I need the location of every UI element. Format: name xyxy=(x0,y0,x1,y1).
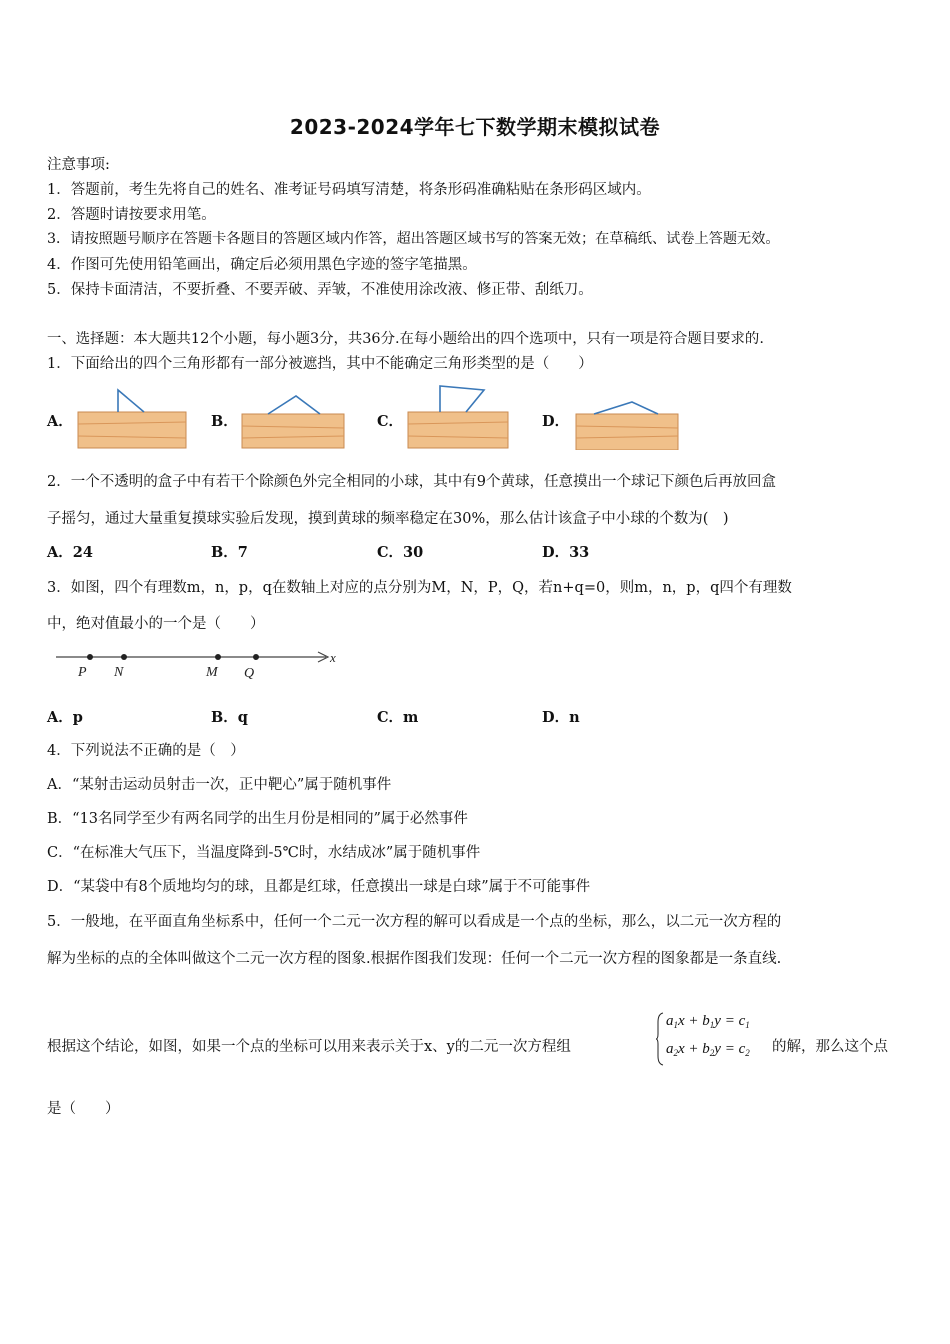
q5-line1: 5．一般地，在平面直角坐标系中，任何一个二元一次方程的解可以看成是一个点的坐标，那么，以二元一次方程的 xyxy=(47,914,782,930)
triangle-visible-part xyxy=(594,402,658,414)
q3-option-b: B．q xyxy=(211,709,248,726)
q2-option-a: A．24 xyxy=(47,544,93,561)
eq1-y: y = xyxy=(714,1013,739,1029)
triangle-visible-part xyxy=(118,390,144,412)
notes-heading: 注意事项: xyxy=(47,157,110,173)
notes-item-5: 5．保持卡面清洁，不要折叠、不要弄破、弄皱，不准使用涂改液、修正带、刮纸刀。 xyxy=(47,282,593,298)
q3-option-d: D．n xyxy=(542,709,580,726)
q2-option-c: C．30 xyxy=(377,544,424,561)
q1-option-b-image xyxy=(240,386,346,450)
eq1-c-sub: 1 xyxy=(745,1020,750,1030)
point-p xyxy=(87,654,93,660)
point-q xyxy=(253,654,259,660)
eq1-b-sub: 1 xyxy=(709,1020,715,1030)
q1-option-c-label: C． xyxy=(377,413,404,430)
q1-text: 1．下面给出的四个三角形都有一部分被遮挡，其中不能确定三角形类型的是（ ） xyxy=(47,356,593,372)
wood-block xyxy=(78,412,186,448)
eq1-x: x + xyxy=(678,1013,703,1029)
label-x: x xyxy=(330,650,336,665)
notes-item-1: 1．答题前，考生先将自己的姓名、准考证号码填写清楚，将条形码准确粘贴在条形码区域内。 xyxy=(47,182,651,198)
q5-line3-after: 的解，那么这个点 xyxy=(772,1039,888,1055)
notes-item-4: 4．作图可先使用铅笔画出，确定后必须用黑色字迹的签字笔描黑。 xyxy=(47,257,477,273)
eq2-y: y = xyxy=(714,1041,739,1057)
equation-2 xyxy=(666,1041,750,1058)
label-n: N xyxy=(114,665,124,680)
triangle-visible-part xyxy=(440,386,484,412)
eq1-c: c xyxy=(738,1013,746,1029)
page-title: 2023-2024学年七下数学期末模拟试卷 xyxy=(289,115,661,139)
q1-option-d-image xyxy=(574,390,680,450)
wood-block xyxy=(242,414,344,448)
q2-option-b: B．7 xyxy=(211,544,248,561)
q5-line4: 是（ ） xyxy=(47,1101,120,1117)
q1-option-c-image xyxy=(404,382,510,450)
eq2-c-sub: 2 xyxy=(745,1048,750,1058)
eq1-a-sub: 1 xyxy=(673,1020,678,1030)
q2-option-d: D．33 xyxy=(542,544,590,561)
eq2-x: x + xyxy=(678,1041,703,1057)
label-p: P xyxy=(78,665,87,680)
eq1-b: b xyxy=(702,1013,710,1029)
q3-line2: 中，绝对值最小的一个是（ ） xyxy=(47,616,265,632)
q5-equation-system xyxy=(656,1012,768,1068)
q2-line2: 子摇匀，通过大量重复摸球实验后发现，摸到黄球的频率稳定在30%，那么估计该盒子中小球的个数为( ) xyxy=(47,511,729,527)
q3-number-line xyxy=(54,646,344,680)
wood-block xyxy=(576,414,678,450)
label-m: M xyxy=(206,665,218,680)
eq2-a-sub: 2 xyxy=(673,1048,678,1058)
q4-option-d: D．“某袋中有8个质地均匀的球，且都是红球，任意摸出一球是白球”属于不可能事件 xyxy=(47,879,591,895)
section-heading: 一、选择题：本大题共12个小题，每小题3分，共36分.在每小题给出的四个选项中，只有一项是符合题目要求的. xyxy=(47,331,764,347)
eq2-b: b xyxy=(702,1041,710,1057)
equation-1 xyxy=(666,1013,750,1030)
eq2-a: a xyxy=(666,1041,674,1057)
q4-option-b: B．“13名同学至少有两名同学的出生月份是相同的”属于必然事件 xyxy=(47,811,468,827)
wood-block xyxy=(408,412,508,448)
q3-option-c: C．m xyxy=(377,709,419,726)
q5-line2: 解为坐标的点的全体叫做这个二元一次方程的图象.根据作图我们发现：任何一个二元一次方程的图象都是一条直线. xyxy=(47,951,782,967)
eq1-a: a xyxy=(666,1013,674,1029)
q1-option-a-label: A． xyxy=(47,413,73,430)
label-q: Q xyxy=(244,666,255,680)
left-brace xyxy=(656,1012,664,1066)
q4-option-c: C．“在标准大气压下，当温度降到-5℃时，水结成冰”属于随机事件 xyxy=(47,845,481,861)
q2-line1: 2．一个不透明的盒子中有若干个除颜色外完全相同的小球，其中有9个黄球，任意摸出一个球记下颜色后再放回盒 xyxy=(47,474,776,490)
eq2-c: c xyxy=(738,1041,746,1057)
notes-item-3: 3．请按照题号顺序在答题卡各题目的答题区域内作答，超出答题区域书写的答案无效；在草稿纸、试卷上答题无效。 xyxy=(47,231,780,247)
point-n xyxy=(121,654,127,660)
eq2-b-sub: 2 xyxy=(709,1048,715,1058)
q5-line3-before: 根据这个结论，如图，如果一个点的坐标可以用来表示关于x、y的二元一次方程组 xyxy=(47,1039,571,1055)
notes-item-2: 2．答题时请按要求用笔。 xyxy=(47,207,216,223)
q1-option-d-label: D． xyxy=(542,413,570,430)
q3-option-a: A．p xyxy=(47,709,83,726)
q3-line1: 3．如图，四个有理数m，n，p，q在数轴上对应的点分别为M，N，P，Q，若n+q=0，则m，n，p，q四个有理数 xyxy=(47,580,792,596)
triangle-visible-part xyxy=(268,396,320,414)
point-m xyxy=(215,654,221,660)
q4-option-a: A．“某射击运动员射击一次，正中靶心”属于随机事件 xyxy=(47,777,392,793)
q1-option-b-label: B． xyxy=(211,413,238,430)
q1-option-a-image xyxy=(76,386,188,450)
q4-text: 4．下列说法不正确的是（ ） xyxy=(47,743,245,759)
